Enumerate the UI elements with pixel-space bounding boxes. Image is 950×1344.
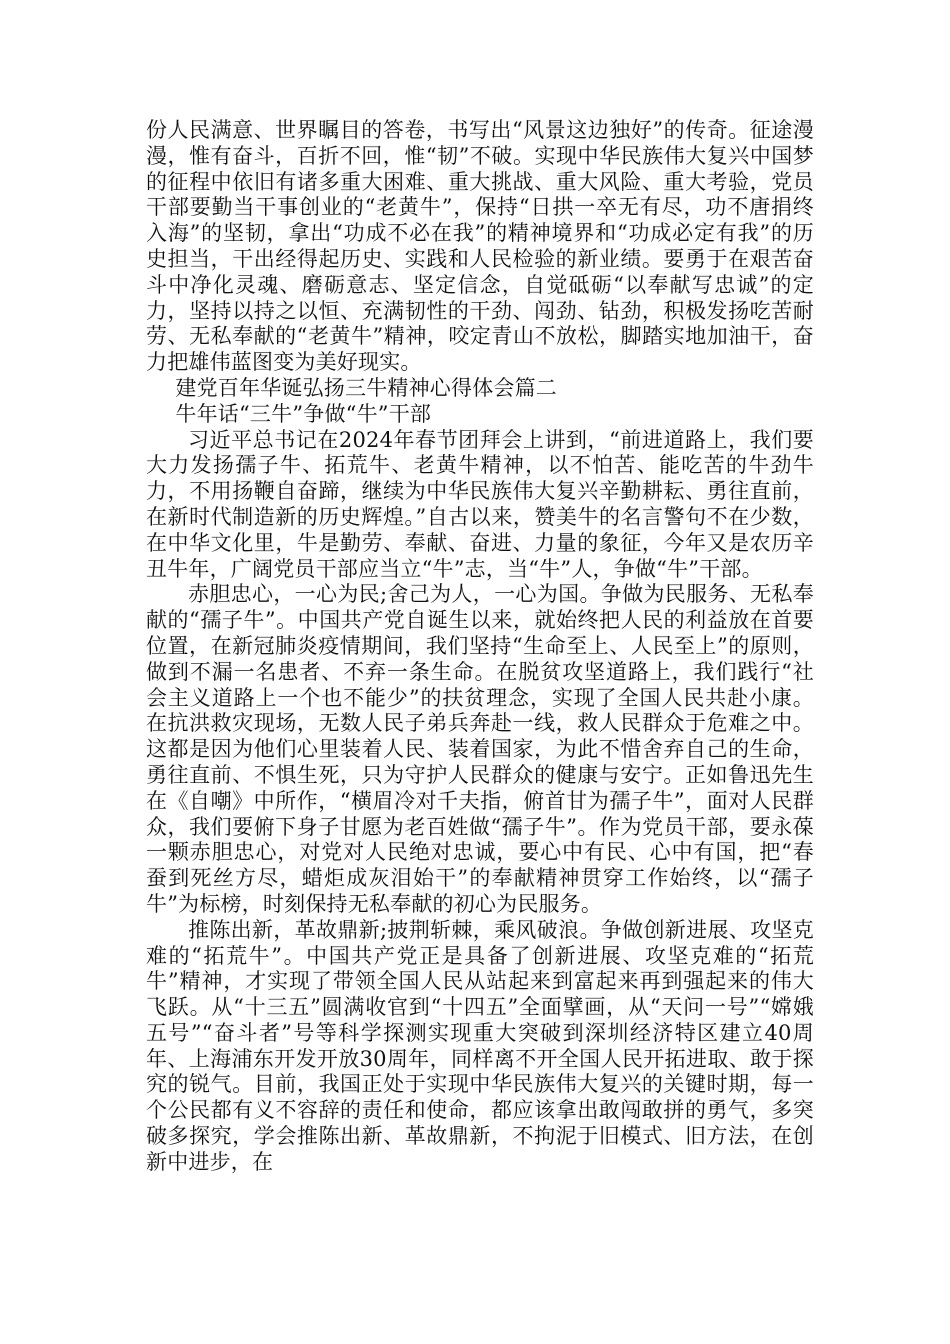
section-heading-part-two: 建党百年华诞弘扬三牛精神心得体会篇二 <box>175 375 557 400</box>
paragraph-continuation: 份人民满意、世界瞩目的答卷，书写出“风景这边独好”的传奇。征途漫漫，惟有奋斗，百折不回，惟“韧”不破。实现中华民族伟大复兴中国梦的征程中依旧有诸多重大困难、重大挑战、重大风险、重大考验，党员干部要勤当干事创业的“老黄牛”，保持“日拱一卒无有尽，功不唐捐终入海”的坚韧，拿出“功成不必在我”的精神境界和“功成必定有我”的历史担当，干出经得起历史、实践和人民检验的新业绩。要勇于在艰苦奋斗中净化灵魂、磨砺意志、坚定信念，自觉砥砺“以奉献写忠诚”的定力，坚持以持之以恒、充满韧性的干劲、闯劲、钻劲，积极发扬吃苦耐劳、无私奉献的“老黄牛”精神，咬定青山不放松，脚踏实地加油干，奋力把雄伟蓝图变为美好现实。 <box>146 118 814 375</box>
document-body <box>146 118 814 1176</box>
paragraph-tuohuang-niu: 推陈出新，革故鼎新;披荆斩棘，乘风破浪。争做创新进展、攻坚克难的“拓荒牛”。中国共产党正是具备了创新进展、攻坚克难的“拓荒牛”精神，才实现了带领全国人民从站起来到富起来再到强起来的伟大飞跃。从“十三五”圆满收官到“十四五”全面擘画，从“天问一号”“嫦娥五号”“奋斗者”号等科学探测实现重大突破到深圳经济特区建立40周年、上海浦东开发开放30周年，同样离不开全国人民开拓进取、敢于探究的锐气。目前，我国正处于实现中华民族伟大复兴的关键时期，每一个公民都有义不容辞的责任和使命，都应该拿出敢闯敢拼的勇气，多突破多探究，学会推陈出新、革故鼎新，不拘泥于旧模式、旧方法，在创新中进步，在 <box>146 917 814 1174</box>
paragraph-ruzi-niu: 赤胆忠心，一心为民;舍己为人，一心为国。争做为民服务、无私奉献的“孺子牛”。中国共产党自诞生以来，就始终把人民的利益放在首要位置，在新冠肺炎疫情期间，我们坚持“生命至上、人民至上”的原则，做到不漏一名患者、不弃一条生命。在脱贫攻坚道路上，我们践行“社会主义道路上一个也不能少”的扶贫理念，实现了全国人民共赴小康。在抗洪救灾现场，无数人民子弟兵奔赴一线，救人民群众于危难之中。这都是因为他们心里装着人民、装着国家，为此不惜舍弃自己的生命，勇往直前、不惧生死，只为守护人民群众的健康与安宁。正如鲁迅先生在《自嘲》中所作，“横眉冷对千夫指，俯首甘为孺子牛”，面对人民群众，我们要俯下身子甘愿为老百姓做“孺子牛”。作为党员干部，要永葆一颗赤胆忠心，对党对人民绝对忠诚，要心中有民、心中有国，把“春蚕到死丝方尽，蜡炬成灰泪始干”的奉献精神贯穿工作始终，以“孺子牛”为标榜，时刻保持无私奉献的初心为民服务。 <box>146 582 814 916</box>
paragraph-intro: 习近平总书记在2024年春节团拜会上讲到，“前进道路上，我们要大力发扬孺子牛、拓荒牛、老黄牛精神，以不怕苦、能吃苦的牛劲牛力，不用扬鞭自奋蹄，继续为中华民族伟大复兴辛勤耕耘、勇往直前，在新时代制造新的历史辉煌。”自古以来，赞美牛的名言警句不在少数，在中华文化里，牛是勤劳、奉献、奋进、力量的象征，今年又是农历辛丑牛年，广阔党员干部应当立“牛”志，当“牛”人，争做“牛”干部。 <box>146 427 814 581</box>
section-subtitle: 牛年话“三牛”争做“牛”干部 <box>175 401 432 426</box>
